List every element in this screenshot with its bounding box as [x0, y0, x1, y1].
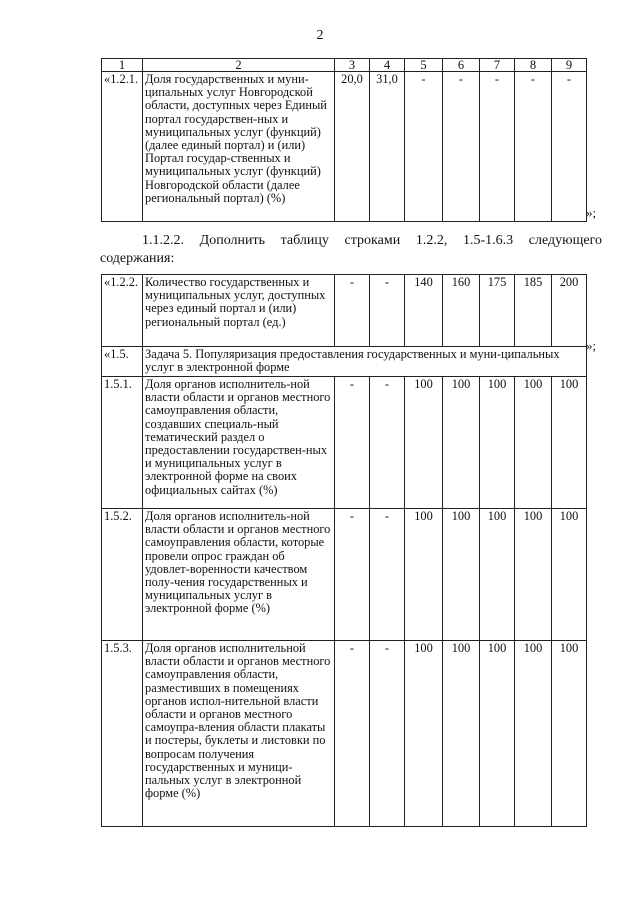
value-cell: 100: [480, 509, 515, 641]
value-cell: 140: [405, 275, 443, 347]
task-description: Задача 5. Популяризация предоставления государственных и муни-ципальных услуг в электронной форме: [143, 347, 587, 377]
closing-quote: »;: [586, 338, 597, 353]
value-cell: 100: [405, 509, 443, 641]
header-cell: 2: [143, 59, 335, 72]
value-cell: 100: [552, 641, 587, 827]
row-description: Количество государственных и муниципальных услуг, доступных через единый портал и (или) региональный портал (ед.): [143, 275, 335, 347]
row-number: 1.5.3.: [102, 641, 143, 827]
value-cell: 100: [443, 509, 480, 641]
row-number: 1.5.1.: [102, 377, 143, 509]
table-row: [102, 275, 587, 347]
table-row: [102, 641, 587, 827]
table-row: [102, 509, 587, 641]
header-cell: 8: [515, 59, 552, 72]
value-cell: 100: [552, 509, 587, 641]
row-description: Доля органов исполнитель-ной власти области и органов местного самоуправления области, создавших специаль-ный тематический раздел о предоставлении государствен-ных и муниципальных услуг в электронной форме на своих официальных сайтах (%): [143, 377, 335, 509]
value-cell: 100: [405, 377, 443, 509]
value-cell: 160: [443, 275, 480, 347]
closing-quote: »;: [586, 205, 597, 220]
row-description: Доля органов исполнительной власти области и органов местного самоуправления области, разместивших в помещениях органов испол-нительной власти области и органов местного самоупра-вления области плакаты и постеры, буклеты и листовки по вопросам получения государственных и муници-пальных услуг в электронной форме (%): [143, 641, 335, 827]
value-cell: 200: [552, 275, 587, 347]
indicator-table-1: [101, 58, 587, 222]
value-cell: -: [443, 72, 480, 222]
table-row: [102, 377, 587, 509]
value-cell: 100: [405, 641, 443, 827]
value-cell: -: [370, 509, 405, 641]
value-cell: -: [335, 509, 370, 641]
value-cell: -: [370, 275, 405, 347]
value-cell: -: [335, 275, 370, 347]
row-description: Доля органов исполнитель-ной власти области и органов местного самоуправления области, которые провели опрос граждан об удовлет-воренности качеством полу-чения государственных и муниципальных услуг в электронной форме (%): [143, 509, 335, 641]
value-cell: 100: [515, 641, 552, 827]
page-number: 2: [316, 28, 324, 43]
value-cell: 175: [480, 275, 515, 347]
row-description: Доля государственных и муни-ципальных услуг Новгородской области, доступных через Единый портал государствен-ных и муниципальных услуг (функций) (далее единый портал) и (или) Портал государ-ственных и муниципальных услуг (функций) Новгородской области (далее региональный портал) (%): [143, 72, 335, 222]
value-cell: -: [480, 72, 515, 222]
header-cell: 5: [405, 59, 443, 72]
value-cell: 100: [443, 377, 480, 509]
table-header-row: [102, 59, 587, 72]
value-cell: 185: [515, 275, 552, 347]
value-cell: -: [370, 641, 405, 827]
task-row: [102, 347, 587, 377]
value-cell: 31,0: [370, 72, 405, 222]
value-cell: 100: [515, 509, 552, 641]
value-cell: -: [335, 377, 370, 509]
value-cell: 100: [480, 641, 515, 827]
header-cell: 9: [552, 59, 587, 72]
header-cell: 1: [102, 59, 143, 72]
value-cell: -: [370, 377, 405, 509]
value-cell: 20,0: [335, 72, 370, 222]
row-number: «1.2.1.: [102, 72, 143, 222]
value-cell: -: [405, 72, 443, 222]
value-cell: -: [515, 72, 552, 222]
value-cell: 100: [443, 641, 480, 827]
header-cell: 6: [443, 59, 480, 72]
table-row: [102, 72, 587, 222]
value-cell: 100: [480, 377, 515, 509]
row-number: «1.2.2.: [102, 275, 143, 347]
header-cell: 7: [480, 59, 515, 72]
value-cell: 100: [552, 377, 587, 509]
row-number: 1.5.2.: [102, 509, 143, 641]
amendment-paragraph: 1.1.2.2. Дополнить таблицу строками 1.2.2, 1.5-1.6.3 следующего содержания:: [100, 233, 602, 266]
value-cell: -: [335, 641, 370, 827]
value-cell: 100: [515, 377, 552, 509]
row-number: «1.5.: [102, 347, 143, 377]
header-cell: 4: [370, 59, 405, 72]
header-cell: 3: [335, 59, 370, 72]
value-cell: -: [552, 72, 587, 222]
indicator-table-2: [101, 274, 587, 827]
